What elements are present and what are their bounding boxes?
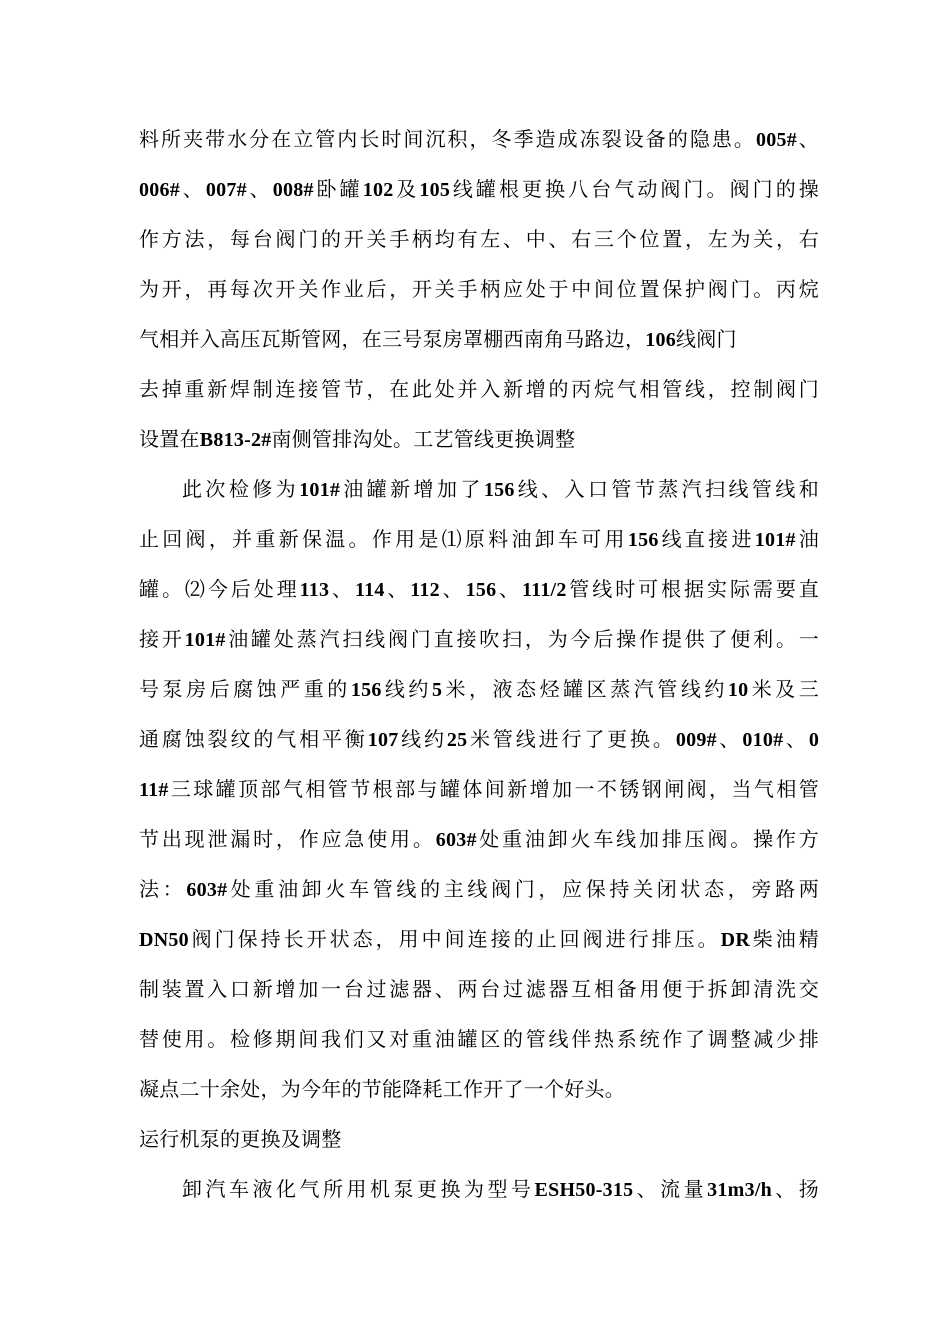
text-run: 气相并入高压瓦斯管网，在三号泵房罩棚西南角马路边， — [139, 327, 646, 351]
text-run: 三球罐顶部气相管节根部与罐体间新增加一不锈钢闸阀，当气相管 — [168, 777, 819, 801]
bold-text-run: 006# — [139, 179, 180, 201]
text-line-3 — [139, 224, 819, 254]
text-run: 替使用。检修期间我们又对重油罐区的管线伴热系统作了调整减少排 — [139, 1027, 819, 1051]
text-line-15 — [139, 824, 819, 854]
text-run: 设置在 — [139, 427, 200, 451]
text-run: 凝点二十余处，为今年的节能降耗工作开了一个好头。 — [139, 1077, 625, 1101]
text-run: 为开，再每次开关作业后，开关手柄应处于中间位置保护阀门。丙烷 — [139, 277, 819, 301]
text-line-9 — [139, 524, 819, 554]
text-run: 运行机泵的更换及调整 — [139, 1127, 342, 1151]
text-run: 、 — [783, 727, 809, 751]
bold-text-run: 106 — [645, 329, 676, 351]
text-run: 此次检修为 — [182, 477, 300, 501]
bold-text-run: 25 — [446, 729, 468, 751]
bold-text-run: 113 — [299, 579, 330, 601]
text-line-1 — [139, 124, 819, 154]
text-line-12 — [139, 674, 819, 704]
text-run: 卸汽车液化气所用机泵更换为型号 — [182, 1177, 535, 1201]
text-line-7 — [139, 424, 575, 454]
text-run: 止回阀，并重新保温。作用是⑴原料油卸车可用 — [139, 527, 628, 551]
text-line-6 — [139, 374, 819, 404]
bold-text-run: 009# — [675, 729, 717, 751]
text-line-11 — [139, 624, 819, 654]
text-run: 、扬 — [772, 1177, 820, 1201]
bold-text-run: 11# — [139, 779, 169, 801]
text-line-20 — [139, 1074, 625, 1104]
bold-text-run: 008# — [272, 179, 314, 201]
text-run: 管线时可根据实际需要直 — [566, 577, 820, 601]
text-line-2 — [139, 174, 819, 204]
text-run: 阀门保持长开状态，用中间连接的止回阀进行排压。 — [188, 927, 721, 951]
text-run: 线约 — [381, 677, 432, 701]
bold-text-run: 603# — [186, 879, 228, 901]
bold-text-run: 5 — [431, 679, 443, 701]
bold-text-run: 603# — [435, 829, 477, 851]
text-run: 米，液态烃罐区蒸汽管线约 — [442, 677, 728, 701]
bold-text-run: 111/2 — [522, 579, 567, 601]
text-run: 作方法，每台阀门的开关手柄均有左、中、右三个位置，左为关，右 — [139, 227, 819, 251]
text-run: 南侧管排沟处。工艺管线更换调整 — [271, 427, 576, 451]
text-line-10 — [139, 574, 819, 604]
text-run: 米管线进行了更换。 — [467, 727, 676, 751]
bold-text-run: 101# — [299, 479, 341, 501]
bold-text-run: 156 — [483, 479, 515, 501]
text-line-17 — [139, 924, 819, 954]
bold-text-run: 010# — [742, 729, 784, 751]
text-run: 节出现泄漏时，作应急使用。 — [139, 827, 436, 851]
text-run: 柴油精 — [750, 927, 820, 951]
bold-text-run: 31m3/h — [707, 1179, 773, 1201]
bold-text-run: DN50 — [139, 929, 189, 951]
bold-text-run: 156 — [350, 679, 382, 701]
text-run: 油罐新增加了 — [340, 477, 484, 501]
bold-text-run: 112 — [410, 579, 440, 601]
text-run: 、 — [329, 577, 355, 601]
text-line-18 — [139, 974, 819, 1004]
text-line-19 — [139, 1024, 819, 1054]
text-run: 、 — [716, 727, 743, 751]
text-run: 、 — [496, 577, 522, 601]
text-run: 罐。⑵今后处理 — [139, 577, 300, 601]
bold-text-run: DR — [720, 929, 751, 951]
text-run: 、流量 — [633, 1177, 708, 1201]
text-run: 通腐蚀裂纹的气相平衡 — [139, 727, 368, 751]
bold-text-run: 114 — [354, 579, 385, 601]
text-run: 线约 — [398, 727, 447, 751]
text-run: 、 — [246, 177, 273, 201]
bold-text-run: 105 — [419, 179, 451, 201]
text-run: 及 — [393, 177, 420, 201]
text-run: 、 — [384, 577, 411, 601]
text-run: 线阀门 — [676, 327, 737, 351]
text-run: 、 — [180, 177, 206, 201]
text-run: 油罐处蒸汽扫线阀门直接吹扫，为今后操作提供了便利。一 — [225, 627, 820, 651]
text-run: 法： — [139, 877, 187, 901]
bold-text-run: B813-2# — [199, 429, 272, 451]
text-run: 料所夹带水分在立管内长时间沉积，冬季造成冻裂设备的隐患。 — [139, 127, 756, 151]
text-run: 卧罐 — [313, 177, 363, 201]
text-line-5 — [139, 324, 737, 354]
paragraph-2-line-1 — [182, 474, 819, 504]
text-run: 去掉重新焊制连接管节，在此处并入新增的丙烷气相管线，控制阀门 — [139, 377, 819, 401]
text-line-16 — [139, 874, 819, 904]
text-run: 处重油卸火车线加排压阀。操作方 — [476, 827, 820, 851]
text-run: 处重油卸火车管线的主线阀门，应保持关闭状态，旁路两 — [227, 877, 820, 901]
text-run: 、 — [439, 577, 466, 601]
bold-text-run: 10 — [727, 679, 749, 701]
bold-text-run: 005# — [755, 129, 797, 151]
bold-text-run: 107 — [367, 729, 399, 751]
text-run: 线、入口管节蒸汽扫线管线和 — [514, 477, 820, 501]
text-run: 制装置入口新增加一台过滤器、两台过滤器互相备用便于拆卸清洗交 — [139, 977, 819, 1001]
text-run: 接开 — [139, 627, 185, 651]
bold-text-run: 156 — [627, 529, 659, 551]
bold-text-run: 007# — [205, 179, 247, 201]
text-run: 号泵房后腐蚀严重的 — [139, 677, 351, 701]
bold-text-run: 102 — [362, 179, 394, 201]
paragraph-3-line-1 — [182, 1174, 819, 1204]
text-line-4 — [139, 274, 819, 304]
text-run: 油 — [795, 527, 820, 551]
text-run: 、 — [796, 127, 820, 151]
text-line-13 — [139, 724, 819, 754]
bold-text-run: 0 — [808, 729, 820, 751]
text-run: 米及三 — [748, 677, 820, 701]
text-run: 线罐根更换八台气动阀门。阀门的操 — [450, 177, 820, 201]
bold-text-run: 156 — [465, 579, 497, 601]
section-heading — [139, 1124, 342, 1154]
bold-text-run: ESH50-315 — [534, 1179, 634, 1201]
text-run: 线直接进 — [658, 527, 755, 551]
text-line-14 — [139, 774, 819, 804]
bold-text-run: 101# — [754, 529, 796, 551]
bold-text-run: 101# — [184, 629, 226, 651]
